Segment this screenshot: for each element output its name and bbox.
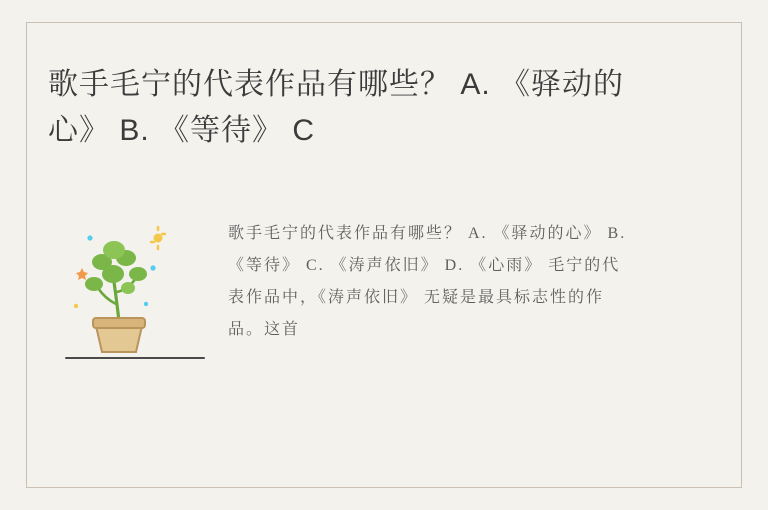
article-body: 歌手毛宁的代表作品有哪些？ A. 《驿动的心》 B. 《等待》 C. 《涛声依旧》 D. 《心雨》 毛宁的代表作品中，《涛声依旧》 无疑是最具标志性的作品。这首 xyxy=(228,225,627,338)
potted-plant-illustration xyxy=(58,200,208,370)
page-title: 歌手毛宁的代表作品有哪些？ A. 《驿动的心》 B. 《等待》 C xyxy=(48,68,625,147)
